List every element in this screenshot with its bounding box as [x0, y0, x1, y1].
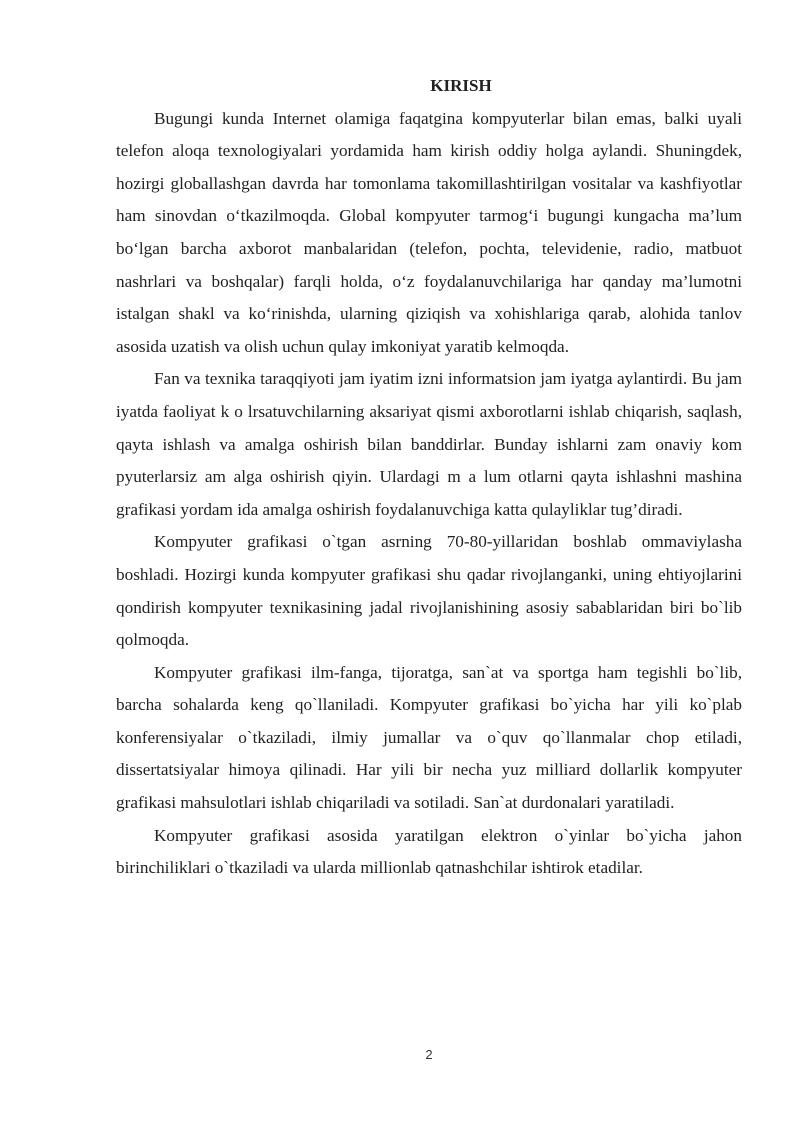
paragraph-electronic-games: Kompyuter grafikasi asosida yaratilgan elektron o`yinlar bo`yicha jahon birinchiliklari o`tkaziladi va ularda millionlab qatnashchilar ishtirok etadilar. [116, 825, 742, 878]
paragraph-graphics-applications: Kompyuter grafikasi ilm-fanga, tijoratga, san`at va sportga ham tegishli bo`lib, barcha sohalarda keng qo`llaniladi. Kompyuter grafikasi bo`yicha har yili ko`plab konferensiyalar o`tkaziladi, ilmiy jumallar va o`quv qo`llanmalar chop etiladi, dissertatsiyalar himoya qilinadi. Har yili bir necha yuz milliard dollarlik kompyuter grafikasi mahsulotlari ishlab chiqariladi va sotiladi. San`at durdonalari yaratiladi. [116, 662, 742, 813]
paragraph-graphics-history: Kompyuter grafikasi o`tgan asrning 70-80-yillaridan boshlab ommaviylasha boshladi. Hozirgi kunda kompyuter grafikasi shu qadar rivojlanganki, uning ehtiyojlarini qondirish kompyuter texnikasining jadal rivojlanishining asosiy sabablaridan biri bo`lib qolmoqda. [116, 532, 742, 650]
document-page [116, 70, 742, 885]
section-title: KIRISH [430, 76, 492, 95]
paragraph-internet: Bugungi kunda Internet olamiga faqatgina kompyuterlar bilan emas, balki uyali telefon aloqa texnologiyalari yordamida ham kirish oddiy holga aylandi. Shuningdek, hozirgi globallashgan davrda har tomonlama takomillashtirilgan vositalar va kashfiyotlar ham sinovdan o‘tkazilmoqda. Global kompyuter tarmog‘i bugungi kungacha ma’lum bo‘lgan barcha axborot manbalaridan (telefon, pochta, televidenie, radio, matbuot nashrlari va boshqalar) farqli holda, o‘z foydalanuvchilariga har qanday ma’lumotni istalgan shakl va ko‘rinishda, ularning qiziqish va xohishlariga qarab, alohida tanlov asosida uzatish va olish uchun qulay imkoniyat yaratib kelmoqda. [116, 108, 742, 356]
paragraph-information-society: Fan va texnika taraqqiyoti jam iyatim izni informatsion jam iyatga aylantirdi. Bu jam iyatda faoliyat k o lrsatuvchilarning aksariyat qismi axborotlarni ishlab chiqarish, saqlash, qayta ishlash va amalga oshirish bilan banddirlar. Bunday ishlarni zam onaviy kom pyuterlarsiz am alga oshirish qiyin. Ulardagi m a lum otlarni qayta ishlashni mashina grafikasi yordam ida amalga oshirish foydalanuvchiga katta qulayliklar tug’diradi. [116, 369, 742, 519]
page-number: 2 [425, 1047, 433, 1062]
